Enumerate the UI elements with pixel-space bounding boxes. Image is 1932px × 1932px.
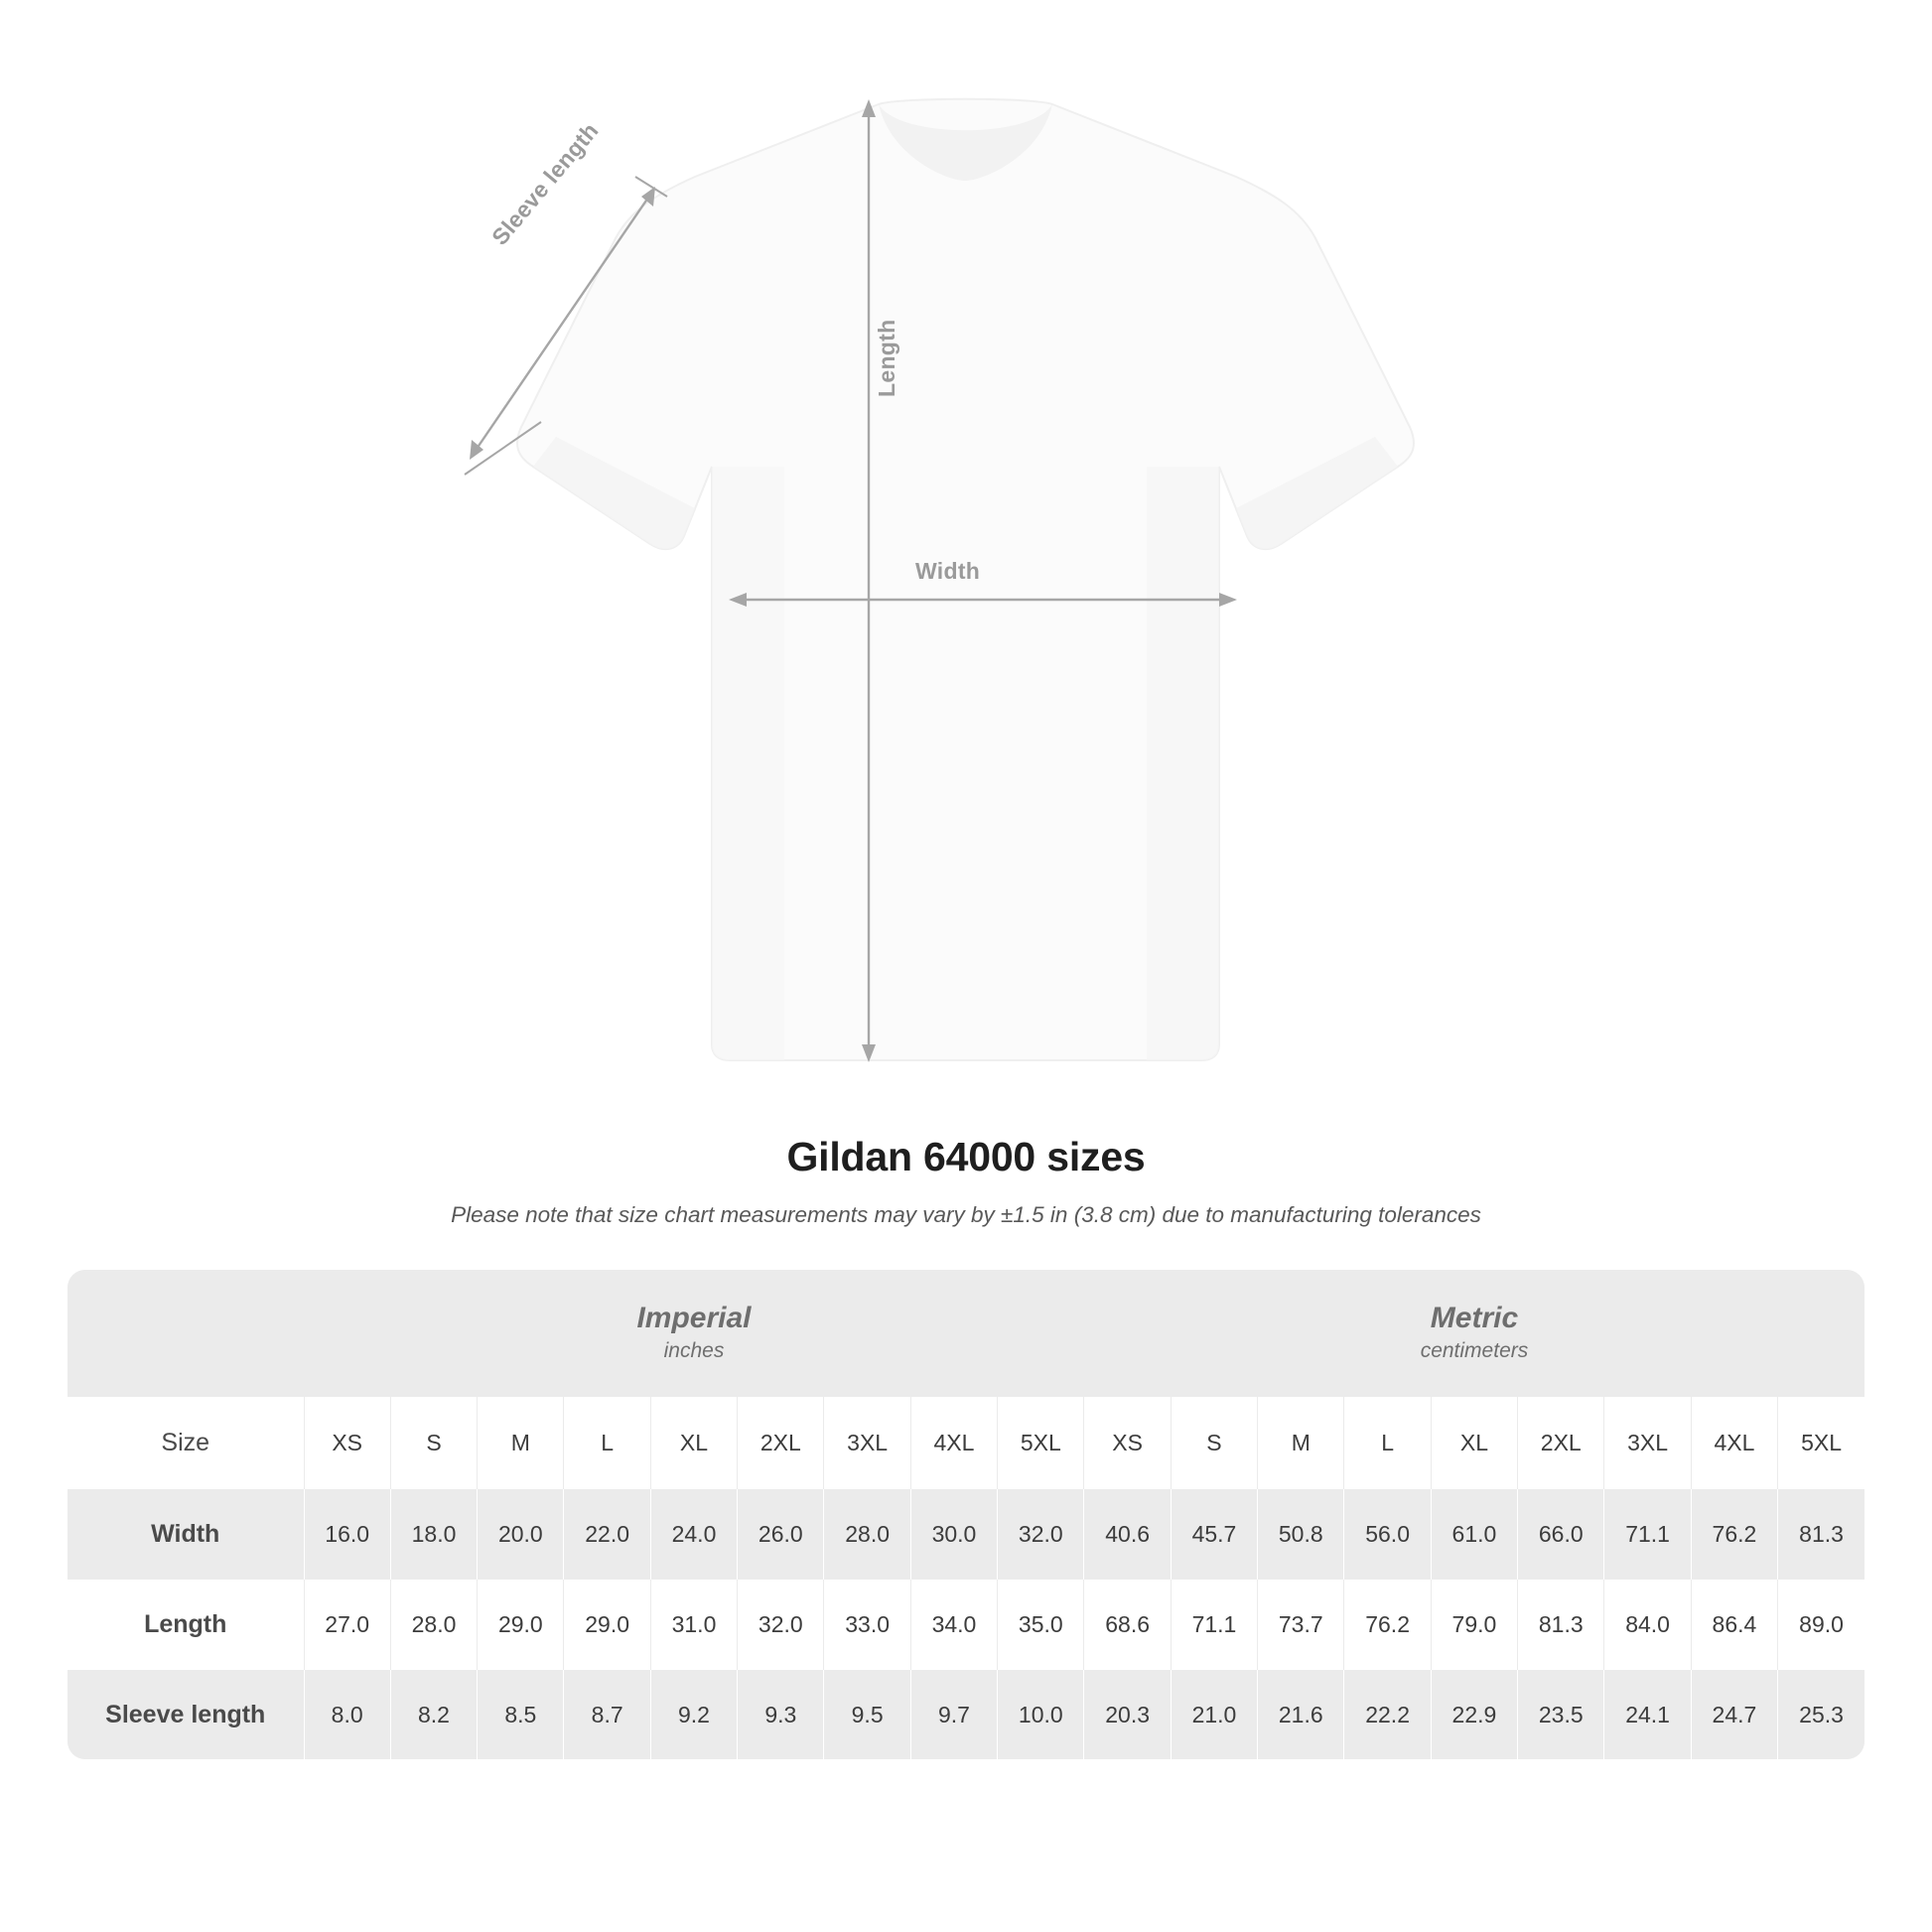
cell-length-metric-3xl: 84.0 <box>1604 1580 1691 1670</box>
cell-length-metric-s: 71.1 <box>1171 1580 1257 1670</box>
cell-sleeve-metric-xs: 20.3 <box>1084 1670 1171 1760</box>
table-row <box>68 1580 1864 1670</box>
cell-sleeve-imperial-s: 8.2 <box>390 1670 477 1760</box>
length-dimension-label: Length <box>874 319 899 397</box>
cell-sleeve-imperial-5xl: 10.0 <box>998 1670 1084 1760</box>
cell-width-metric-xs: 40.6 <box>1084 1489 1171 1580</box>
col-header-metric-5xl: 5XL <box>1778 1397 1864 1489</box>
cell-length-imperial-5xl: 35.0 <box>998 1580 1084 1670</box>
cell-length-imperial-xs: 27.0 <box>304 1580 390 1670</box>
cell-length-metric-4xl: 86.4 <box>1691 1580 1777 1670</box>
col-header-imperial-m: M <box>478 1397 564 1489</box>
row-label-width: Width <box>68 1489 304 1580</box>
cell-width-imperial-5xl: 32.0 <box>998 1489 1084 1580</box>
cell-length-imperial-3xl: 33.0 <box>824 1580 910 1670</box>
cell-width-metric-l: 56.0 <box>1344 1489 1431 1580</box>
cell-sleeve-imperial-2xl: 9.3 <box>738 1670 824 1760</box>
col-header-imperial-l: L <box>564 1397 650 1489</box>
imperial-unit: inches <box>663 1338 725 1362</box>
cell-length-imperial-4xl: 34.0 <box>910 1580 997 1670</box>
cell-sleeve-metric-s: 21.0 <box>1171 1670 1257 1760</box>
metric-unit-cell <box>1084 1270 1864 1397</box>
cell-length-imperial-s: 28.0 <box>390 1580 477 1670</box>
col-header-imperial-xs: XS <box>304 1397 390 1489</box>
sleeve-length-dimension-label: Sleeve length <box>486 117 604 250</box>
table-row <box>68 1489 1864 1580</box>
col-header-imperial-xl: XL <box>650 1397 737 1489</box>
cell-width-metric-m: 50.8 <box>1258 1489 1344 1580</box>
cell-length-imperial-xl: 31.0 <box>650 1580 737 1670</box>
imperial-label: Imperial <box>636 1301 752 1334</box>
metric-unit: centimeters <box>1420 1338 1529 1362</box>
col-header-metric-4xl: 4XL <box>1691 1397 1777 1489</box>
cell-width-metric-2xl: 66.0 <box>1518 1489 1604 1580</box>
cell-length-imperial-m: 29.0 <box>478 1580 564 1670</box>
col-header-imperial-4xl: 4XL <box>910 1397 997 1489</box>
page-title: Gildan 64000 sizes <box>786 1134 1146 1179</box>
cell-width-metric-xl: 61.0 <box>1431 1489 1517 1580</box>
col-header-metric-2xl: 2XL <box>1518 1397 1604 1489</box>
size-header-cell: Size <box>68 1397 304 1489</box>
cell-length-metric-2xl: 81.3 <box>1518 1580 1604 1670</box>
col-header-imperial-3xl: 3XL <box>824 1397 910 1489</box>
cell-length-metric-xl: 79.0 <box>1431 1580 1517 1670</box>
col-header-imperial-2xl: 2XL <box>738 1397 824 1489</box>
imperial-unit-cell <box>304 1270 1084 1397</box>
col-header-metric-3xl: 3XL <box>1604 1397 1691 1489</box>
cell-length-metric-xs: 68.6 <box>1084 1580 1171 1670</box>
cell-width-imperial-xs: 16.0 <box>304 1489 390 1580</box>
width-dimension-label: Width <box>915 558 981 584</box>
cell-sleeve-metric-4xl: 24.7 <box>1691 1670 1777 1760</box>
cell-length-metric-m: 73.7 <box>1258 1580 1344 1670</box>
cell-sleeve-imperial-l: 8.7 <box>564 1670 650 1760</box>
cell-sleeve-imperial-4xl: 9.7 <box>910 1670 997 1760</box>
cell-sleeve-metric-l: 22.2 <box>1344 1670 1431 1760</box>
cell-width-imperial-m: 20.0 <box>478 1489 564 1580</box>
row-label-sleeve-length: Sleeve length <box>68 1670 304 1760</box>
cell-width-metric-5xl: 81.3 <box>1778 1489 1864 1580</box>
metric-label: Metric <box>1430 1301 1519 1334</box>
cell-sleeve-metric-xl: 22.9 <box>1431 1670 1517 1760</box>
col-header-metric-s: S <box>1171 1397 1257 1489</box>
cell-width-imperial-3xl: 28.0 <box>824 1489 910 1580</box>
col-header-metric-l: L <box>1344 1397 1431 1489</box>
column-header-row <box>68 1397 1864 1489</box>
cell-width-imperial-2xl: 26.0 <box>738 1489 824 1580</box>
cell-width-metric-s: 45.7 <box>1171 1489 1257 1580</box>
col-header-metric-m: M <box>1258 1397 1344 1489</box>
table-row <box>68 1670 1864 1760</box>
cell-sleeve-imperial-xs: 8.0 <box>304 1670 390 1760</box>
unit-system-row <box>68 1270 1864 1397</box>
size-table-container <box>68 1270 1864 1759</box>
cell-width-metric-4xl: 76.2 <box>1691 1489 1777 1580</box>
cell-sleeve-metric-m: 21.6 <box>1258 1670 1344 1760</box>
cell-length-imperial-2xl: 32.0 <box>738 1580 824 1670</box>
cell-sleeve-metric-5xl: 25.3 <box>1778 1670 1864 1760</box>
col-header-metric-xl: XL <box>1431 1397 1517 1489</box>
cell-sleeve-imperial-m: 8.5 <box>478 1670 564 1760</box>
col-header-metric-xs: XS <box>1084 1397 1171 1489</box>
unit-row-spacer <box>68 1270 304 1397</box>
cell-width-imperial-l: 22.0 <box>564 1489 650 1580</box>
cell-length-imperial-l: 29.0 <box>564 1580 650 1670</box>
cell-sleeve-metric-3xl: 24.1 <box>1604 1670 1691 1760</box>
col-header-imperial-5xl: 5XL <box>998 1397 1084 1489</box>
cell-sleeve-imperial-3xl: 9.5 <box>824 1670 910 1760</box>
col-header-imperial-s: S <box>390 1397 477 1489</box>
cell-width-imperial-s: 18.0 <box>390 1489 477 1580</box>
cell-width-imperial-xl: 24.0 <box>650 1489 737 1580</box>
cell-sleeve-metric-2xl: 23.5 <box>1518 1670 1604 1760</box>
size-table <box>68 1270 1864 1759</box>
cell-length-metric-5xl: 89.0 <box>1778 1580 1864 1670</box>
cell-sleeve-imperial-xl: 9.2 <box>650 1670 737 1760</box>
cell-width-metric-3xl: 71.1 <box>1604 1489 1691 1580</box>
row-label-length: Length <box>68 1580 304 1670</box>
cell-length-metric-l: 76.2 <box>1344 1580 1431 1670</box>
tolerance-note: Please note that size chart measurements may vary by ±1.5 in (3.8 cm) due to manufacturing tolerances <box>451 1202 1481 1227</box>
cell-width-imperial-4xl: 30.0 <box>910 1489 997 1580</box>
